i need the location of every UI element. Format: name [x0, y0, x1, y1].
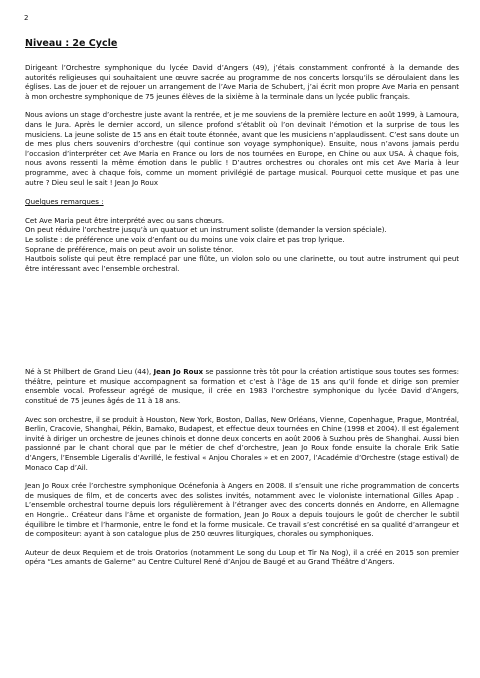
intro-paragraph: Nous avions un stage d’orchestre juste avant la rentrée, et je me souviens de la première lecture en août 1999, à Lamoura, dans le Jura. Après le dernier accord, un silence profond s’établit où l’on devinait l’émotion et la surprise de tous les musiciens. La jeune soliste de 15 ans en était toute étonnée, avant que les musiciens n’applaudissent. C’est sans doute un de mes plus chers souvenirs d’orchestre (qui continue son voyage symphonique). Ensuite, nous n’avons jamais perdu l’occasion d’interpréter cet Ave Maria en France ou lors de nos tournées en Europe, en Chine ou aux USA. À chaque fois, nous avons ressenti la même émotion dans le public ! D’autres orchestres ou chorales ont mis cet Ave Maria à leur programme, avec à chaque fois, comme un moment privilégié de partage musical. Pourquoi cette musique et pas une autre ? Dieu seul le sait ! Jean Jo Roux: [25, 110, 459, 187]
remark-item: Hautbois soliste qui peut être remplacé par une flûte, un violon solo ou une clarinette, ou tout autre instrument qui peut être intéressant avec l’ensemble orchestral.: [25, 254, 459, 273]
bio-text: Né à St Philbert de Grand Lieu (44),: [25, 367, 154, 377]
remark-item: Cet Ave Maria peut être interprété avec ou sans chœurs.: [25, 215, 224, 225]
remark-item: On peut réduire l’orchestre jusqu’à un quatuor et un instrument soliste (demander la version spéciale).: [25, 225, 387, 235]
remarks-list: [25, 216, 459, 274]
remark-item: Le soliste : de préférence une voix d’enfant ou du moins une voix claire et pas trop lyrique.: [25, 234, 345, 244]
document-body: [25, 38, 459, 576]
remarks-title: Quelques remarques :: [25, 197, 104, 207]
remark-item: Soprane de préférence, mais on peut avoir un soliste ténor.: [25, 244, 234, 254]
section-spacer: [25, 273, 459, 367]
author-name: Jean Jo Roux: [153, 367, 204, 377]
intro-paragraph: Dirigeant l’Orchestre symphonique du lycée David d’Angers (49), j’étais constamment confronté à la demande des autorités religieuses qui souhaitaient une œuvre sacrée au programme de nos concerts lorsqu’ils se déroulaient dans les églises. Las de jouer et de rejouer un arrangement de l’Ave Maria de Schubert, j’ai écrit mon propre Ave Maria en pensant à mon orchestre symphonique de 75 jeunes élèves de la sixième à la terminale dans un lycée public français.: [25, 63, 459, 101]
bio-text: se passionne très tôt pour la création artistique sous toutes ses formes: théâtre, peinture et musique accompagnent sa formation et c’est à l’âge de 15 ans qu’il fonde et dirige son premier ensemble vocal. Professeur agrégé de musique, il crée en 1983 l’orchestre symphonique du lycée David d’Angers, constitué de 75 jeunes âgés de 11 à 18 ans.: [25, 367, 459, 406]
bio-paragraph: Avec son orchestre, il se produit à Houston, New York, Boston, Dallas, New Orléans, Vienne, Copenhague, Prague, Montréal, Berlin, Cracovie, Shanghai, Pékin, Bamako, Budapest, et effectue deux tournées en Chine (1998 et 2004). Il est également invité à diriger un orchestre de jeunes chinois et donne deux concerts en août 2006 à Suzhou près de Shanghai. Aussi bien passionné par le chant choral que par le métier de chef d’orchestre, Jean Jo Roux fonde ensuite la chorale Erik Satie d’Angers, l’Ensemble Ligeralis d’Avrillé, le festival « Anjou Chorales » et en 2007, l’Académie d’Orchestre (stage estival) de Monaco Cap d’Ail.: [25, 414, 459, 472]
bio-paragraph: Jean Jo Roux crée l’orchestre symphonique Océnefonia à Angers en 2008. Il s’ensuit une riche programmation de concerts de musiques de film, et de concerts avec des solistes invités, notamment avec le violoniste international Gilles Apap . L’ensemble orchestral tourne depuis lors régulièrement à l’étranger avec des concerts donnés en Andorre, en Allemagne en Hongrie.. Créateur dans l’âme et organiste de formation, Jean Jo Roux a depuis toujours le goût de chercher le subtil équilibre le timbre et l’harmonie, entre le fond et la forme musicale. Ce travail s’est concrétisé en sa qualité d’arrangeur et de compositeur: ayant à son catalogue plus de 250 œuvres liturgiques, chorales ou symphoniques.: [25, 481, 459, 539]
bio-paragraph: [25, 367, 459, 405]
bio-paragraph: Auteur de deux Requiem et de trois Oratorios (notamment Le song du Loup et Tir Na Nog), il a créé en 2015 son premier opéra “Les amants de Galerne” au Centre Culturel René d’Anjou de Baugé et au Grand Théâtre d’Angers.: [25, 547, 459, 567]
level-heading: Niveau : 2e Cycle: [25, 38, 118, 49]
page-number: 2: [24, 14, 29, 22]
